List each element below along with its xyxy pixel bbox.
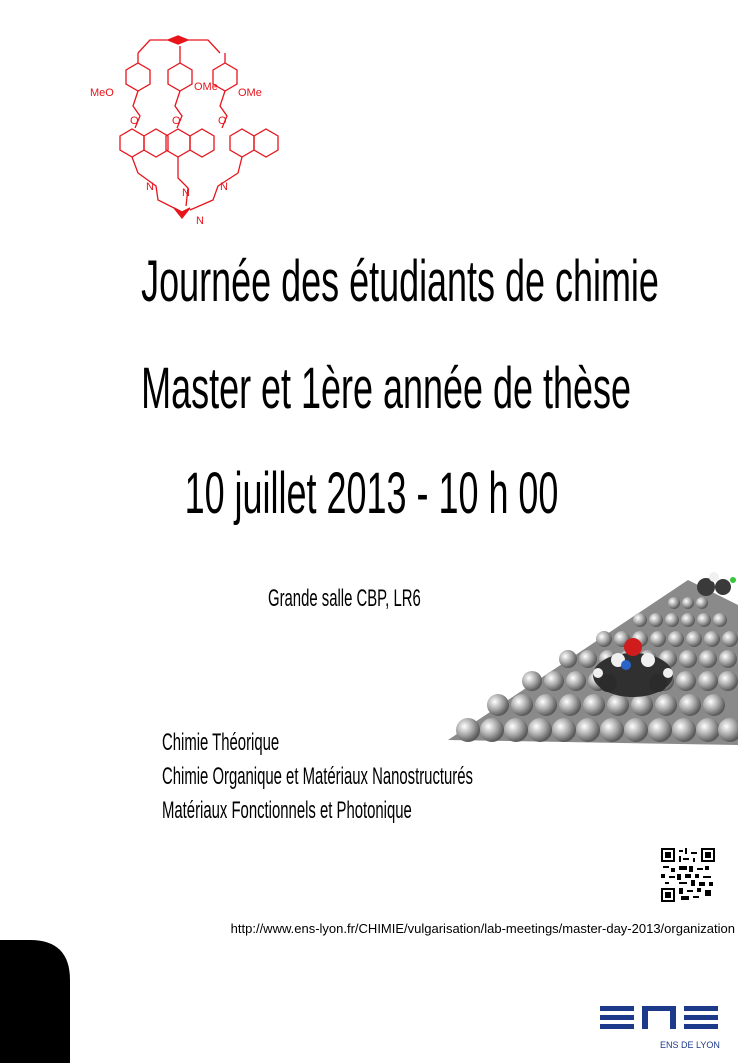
qr-code-icon[interactable] (661, 848, 715, 902)
ome-label: OMe (194, 81, 218, 93)
program-item: Chimie Théorique (162, 729, 280, 756)
nitrogen-label: N (182, 187, 190, 199)
program-item: Chimie Organique et Matériaux Nanostructurés (162, 763, 473, 790)
nitrogen-label: N (196, 215, 204, 227)
venue-text: Grande salle CBP, LR6 (268, 585, 421, 612)
ome-label-right: OMe (238, 87, 262, 99)
title-line-3: 10 juillet 2013 - 10 h 00 (184, 461, 559, 526)
oxygen-label: O (218, 115, 227, 127)
nitrogen-label: N (220, 181, 228, 193)
oxygen-label: O (172, 115, 181, 127)
event-url-link[interactable]: http://www.ens-lyon.fr/CHIMIE/vulgarisation/lab-meetings/master-day-2013/organization (230, 921, 735, 936)
nitrogen-label: N (146, 181, 154, 193)
meo-label: MeO (90, 87, 114, 99)
decorative-side-tab (0, 940, 70, 1063)
surface-molecule-image (448, 565, 738, 745)
molecule-structure-image (78, 28, 283, 238)
programs-list (162, 726, 664, 828)
title-line-1: Journée des étudiants de chimie (141, 249, 659, 314)
oxygen-label: O (130, 115, 139, 127)
logo-caption: ENS DE LYON (660, 1040, 720, 1050)
title-line-2: Master et 1ère année de thèse (141, 356, 631, 421)
program-item: Matériaux Fonctionnels et Photonique (162, 797, 412, 824)
